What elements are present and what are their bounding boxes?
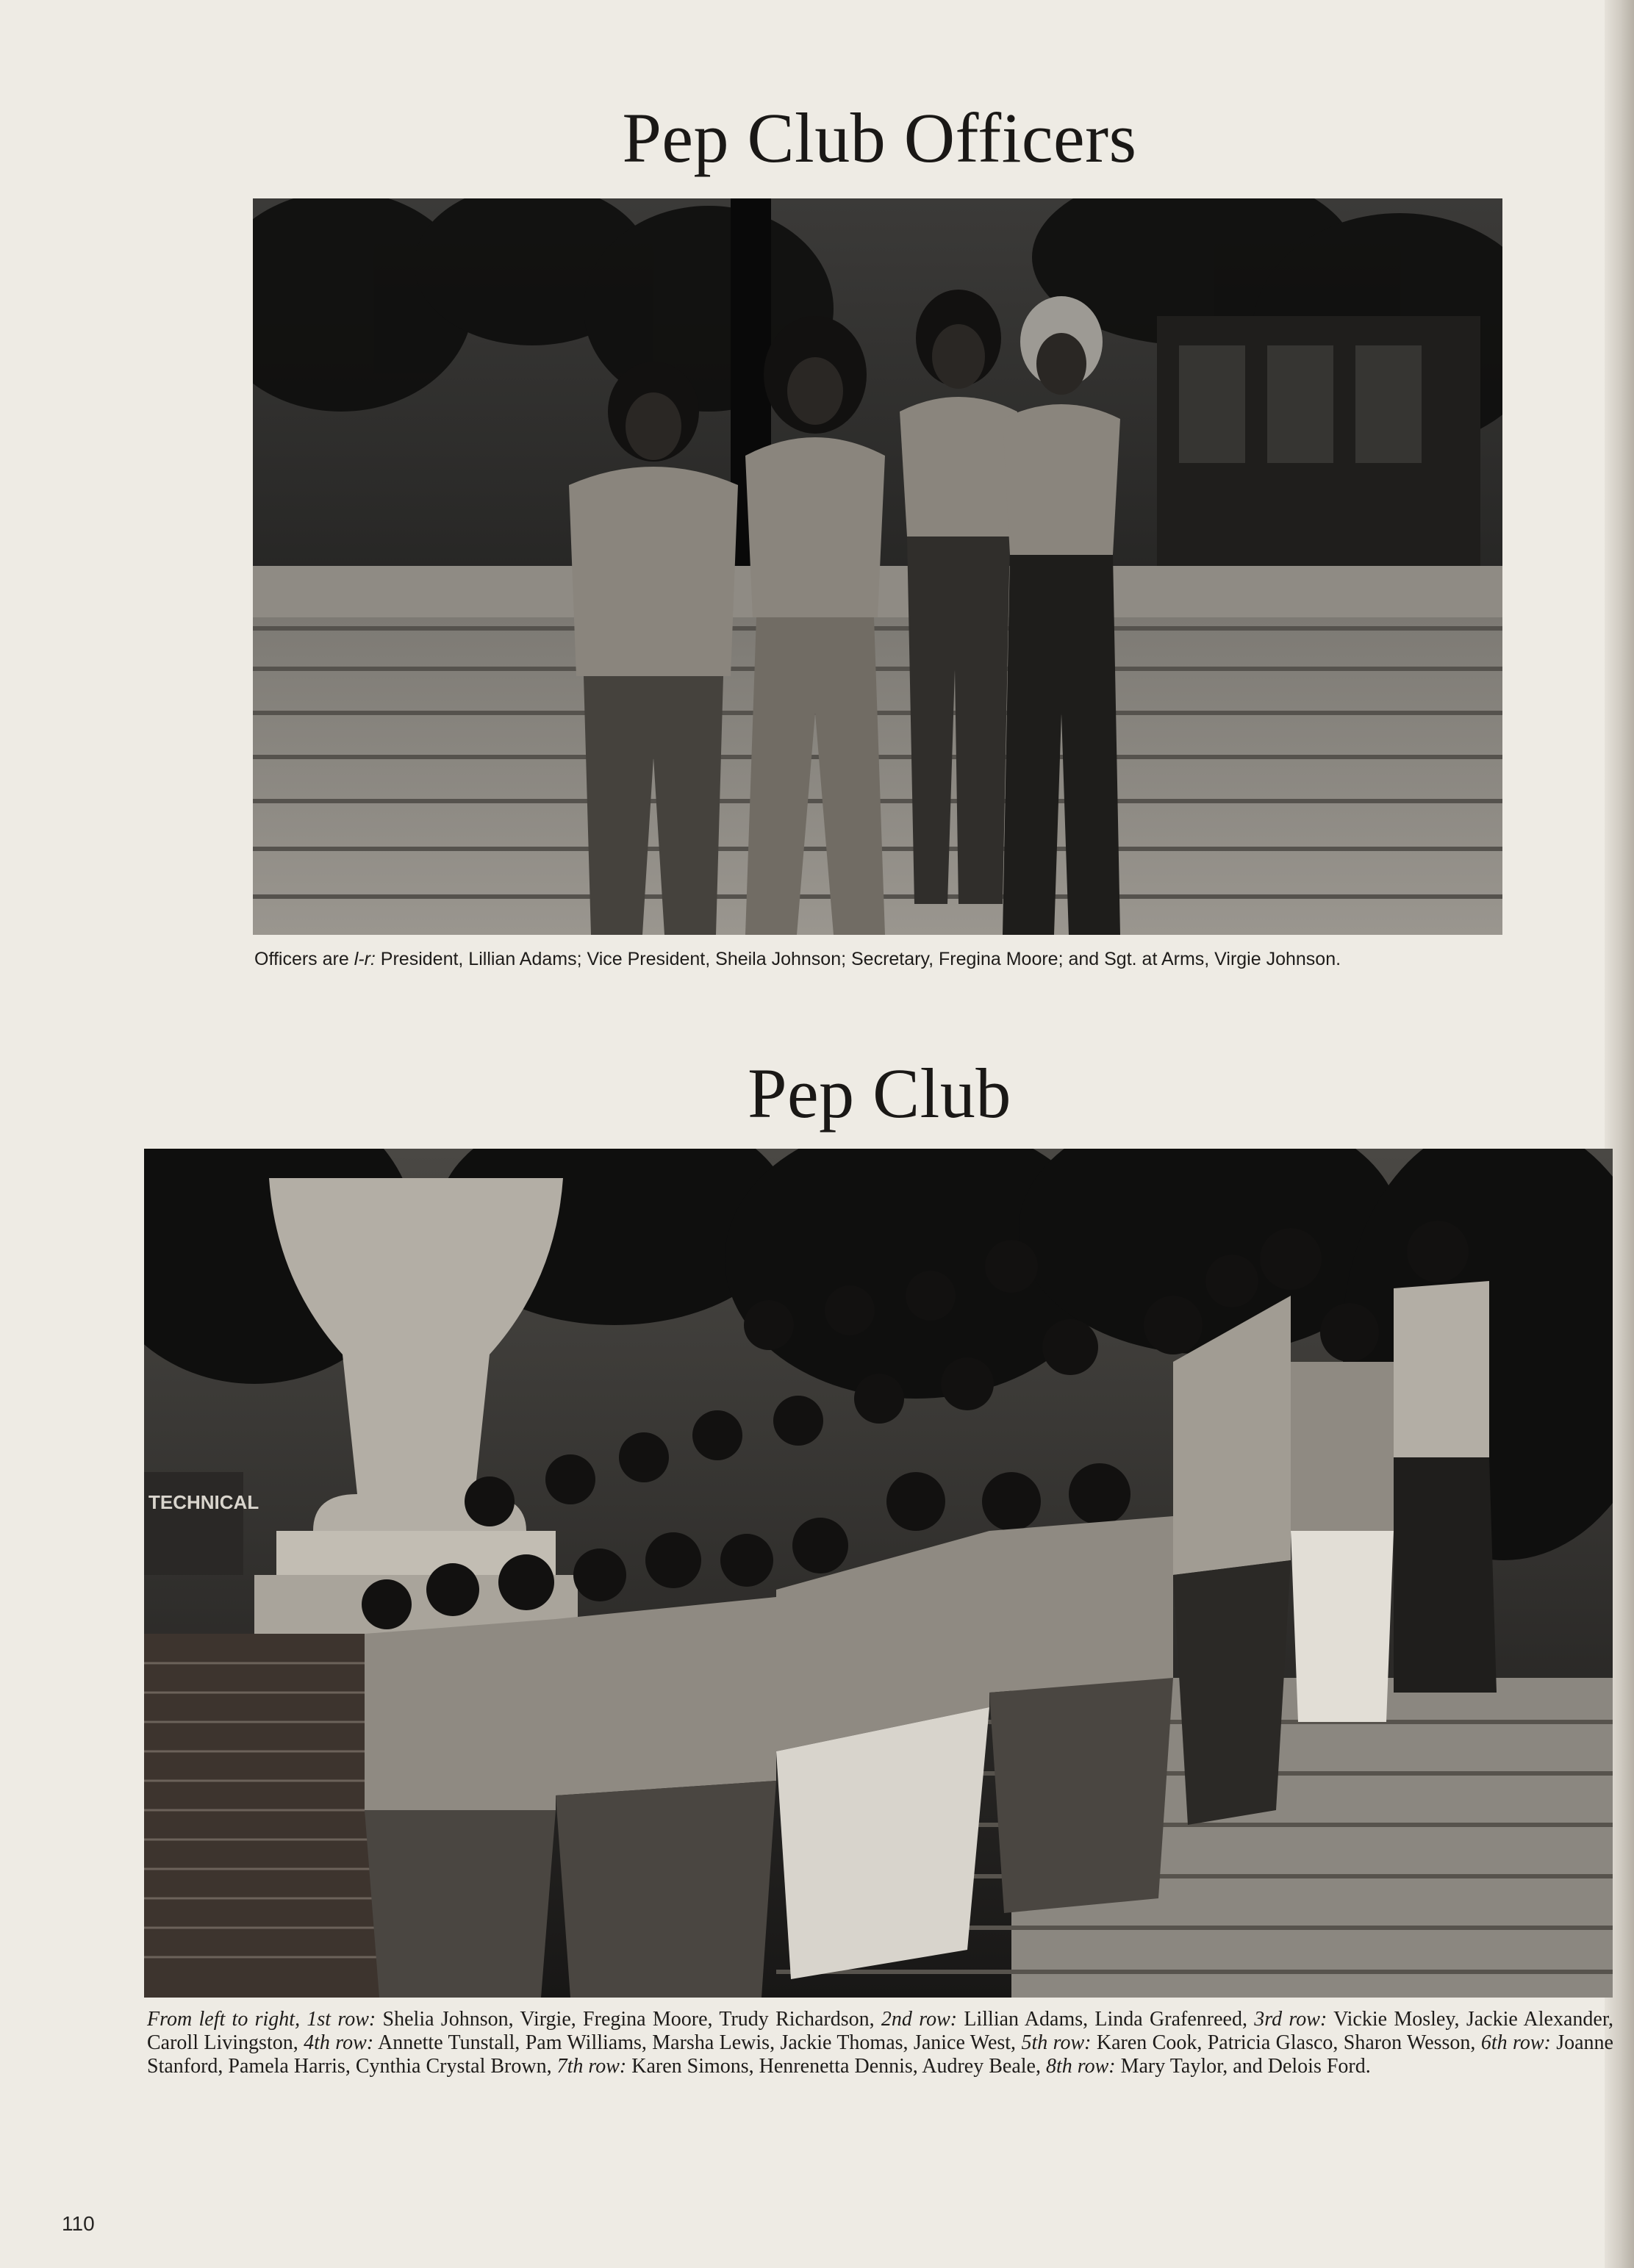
- caption-row-label: 6th row:: [1480, 2031, 1551, 2054]
- caption-row-names: Shelia Johnson, Virgie, Fregina Moore, Trudy Richardson,: [376, 2008, 881, 2031]
- club-photo-illustration: [144, 1149, 1613, 1998]
- technical-sign-text: TECHNICAL: [148, 1491, 259, 1513]
- caption-row-label: 3rd row:: [1254, 2008, 1327, 2031]
- club-photo-caption: [147, 2008, 1613, 2078]
- officers-caption-lr: l-r:: [354, 949, 376, 969]
- officers-caption-intro: Officers are: [254, 949, 354, 969]
- caption-row-names: Karen Cook, Patricia Glasco, Sharon Wesson,: [1091, 2031, 1481, 2054]
- caption-row-names: Vickie Mosley, Jackie Alexander, Caroll Livingston,: [147, 2008, 1614, 2054]
- caption-row-label: 2nd row:: [881, 2008, 958, 2031]
- caption-row-names: Joanne Stanford, Pamela Harris, Cynthia Crystal Brown,: [147, 2031, 1613, 2078]
- officers-caption-names: President, Lillian Adams; Vice President, Sheila Johnson; Secretary, Fregina Moore; and Sgt. at Arms, Virgie Johnson.: [375, 949, 1341, 969]
- officers-section-heading: Pep Club Officers: [622, 98, 1137, 177]
- club-section-heading: Pep Club: [748, 1054, 1011, 1133]
- page-number: 110: [62, 2212, 95, 2235]
- officers-photo-caption: [254, 948, 1504, 971]
- caption-row-label: From left to right, 1st row:: [147, 2008, 376, 2031]
- caption-row-names: Annette Tunstall, Pam Williams, Marsha Lewis, Jackie Thomas, Janice West,: [373, 2031, 1022, 2054]
- officers-photo-illustration: [253, 198, 1502, 935]
- caption-row-names: Karen Simons, Henrenetta Dennis, Audrey Beale,: [626, 2055, 1046, 2078]
- caption-row-label: 7th row:: [556, 2055, 627, 2078]
- club-group-photo: [144, 1149, 1613, 1998]
- caption-row-names: Lillian Adams, Linda Grafenreed,: [957, 2008, 1255, 2031]
- caption-row-label: 8th row:: [1045, 2055, 1116, 2078]
- caption-row-names: Mary Taylor, and Delois Ford.: [1115, 2055, 1371, 2078]
- officers-group-photo: [253, 198, 1502, 935]
- caption-row-label: 5th row:: [1021, 2031, 1092, 2054]
- caption-row-label: 4th row:: [304, 2031, 374, 2054]
